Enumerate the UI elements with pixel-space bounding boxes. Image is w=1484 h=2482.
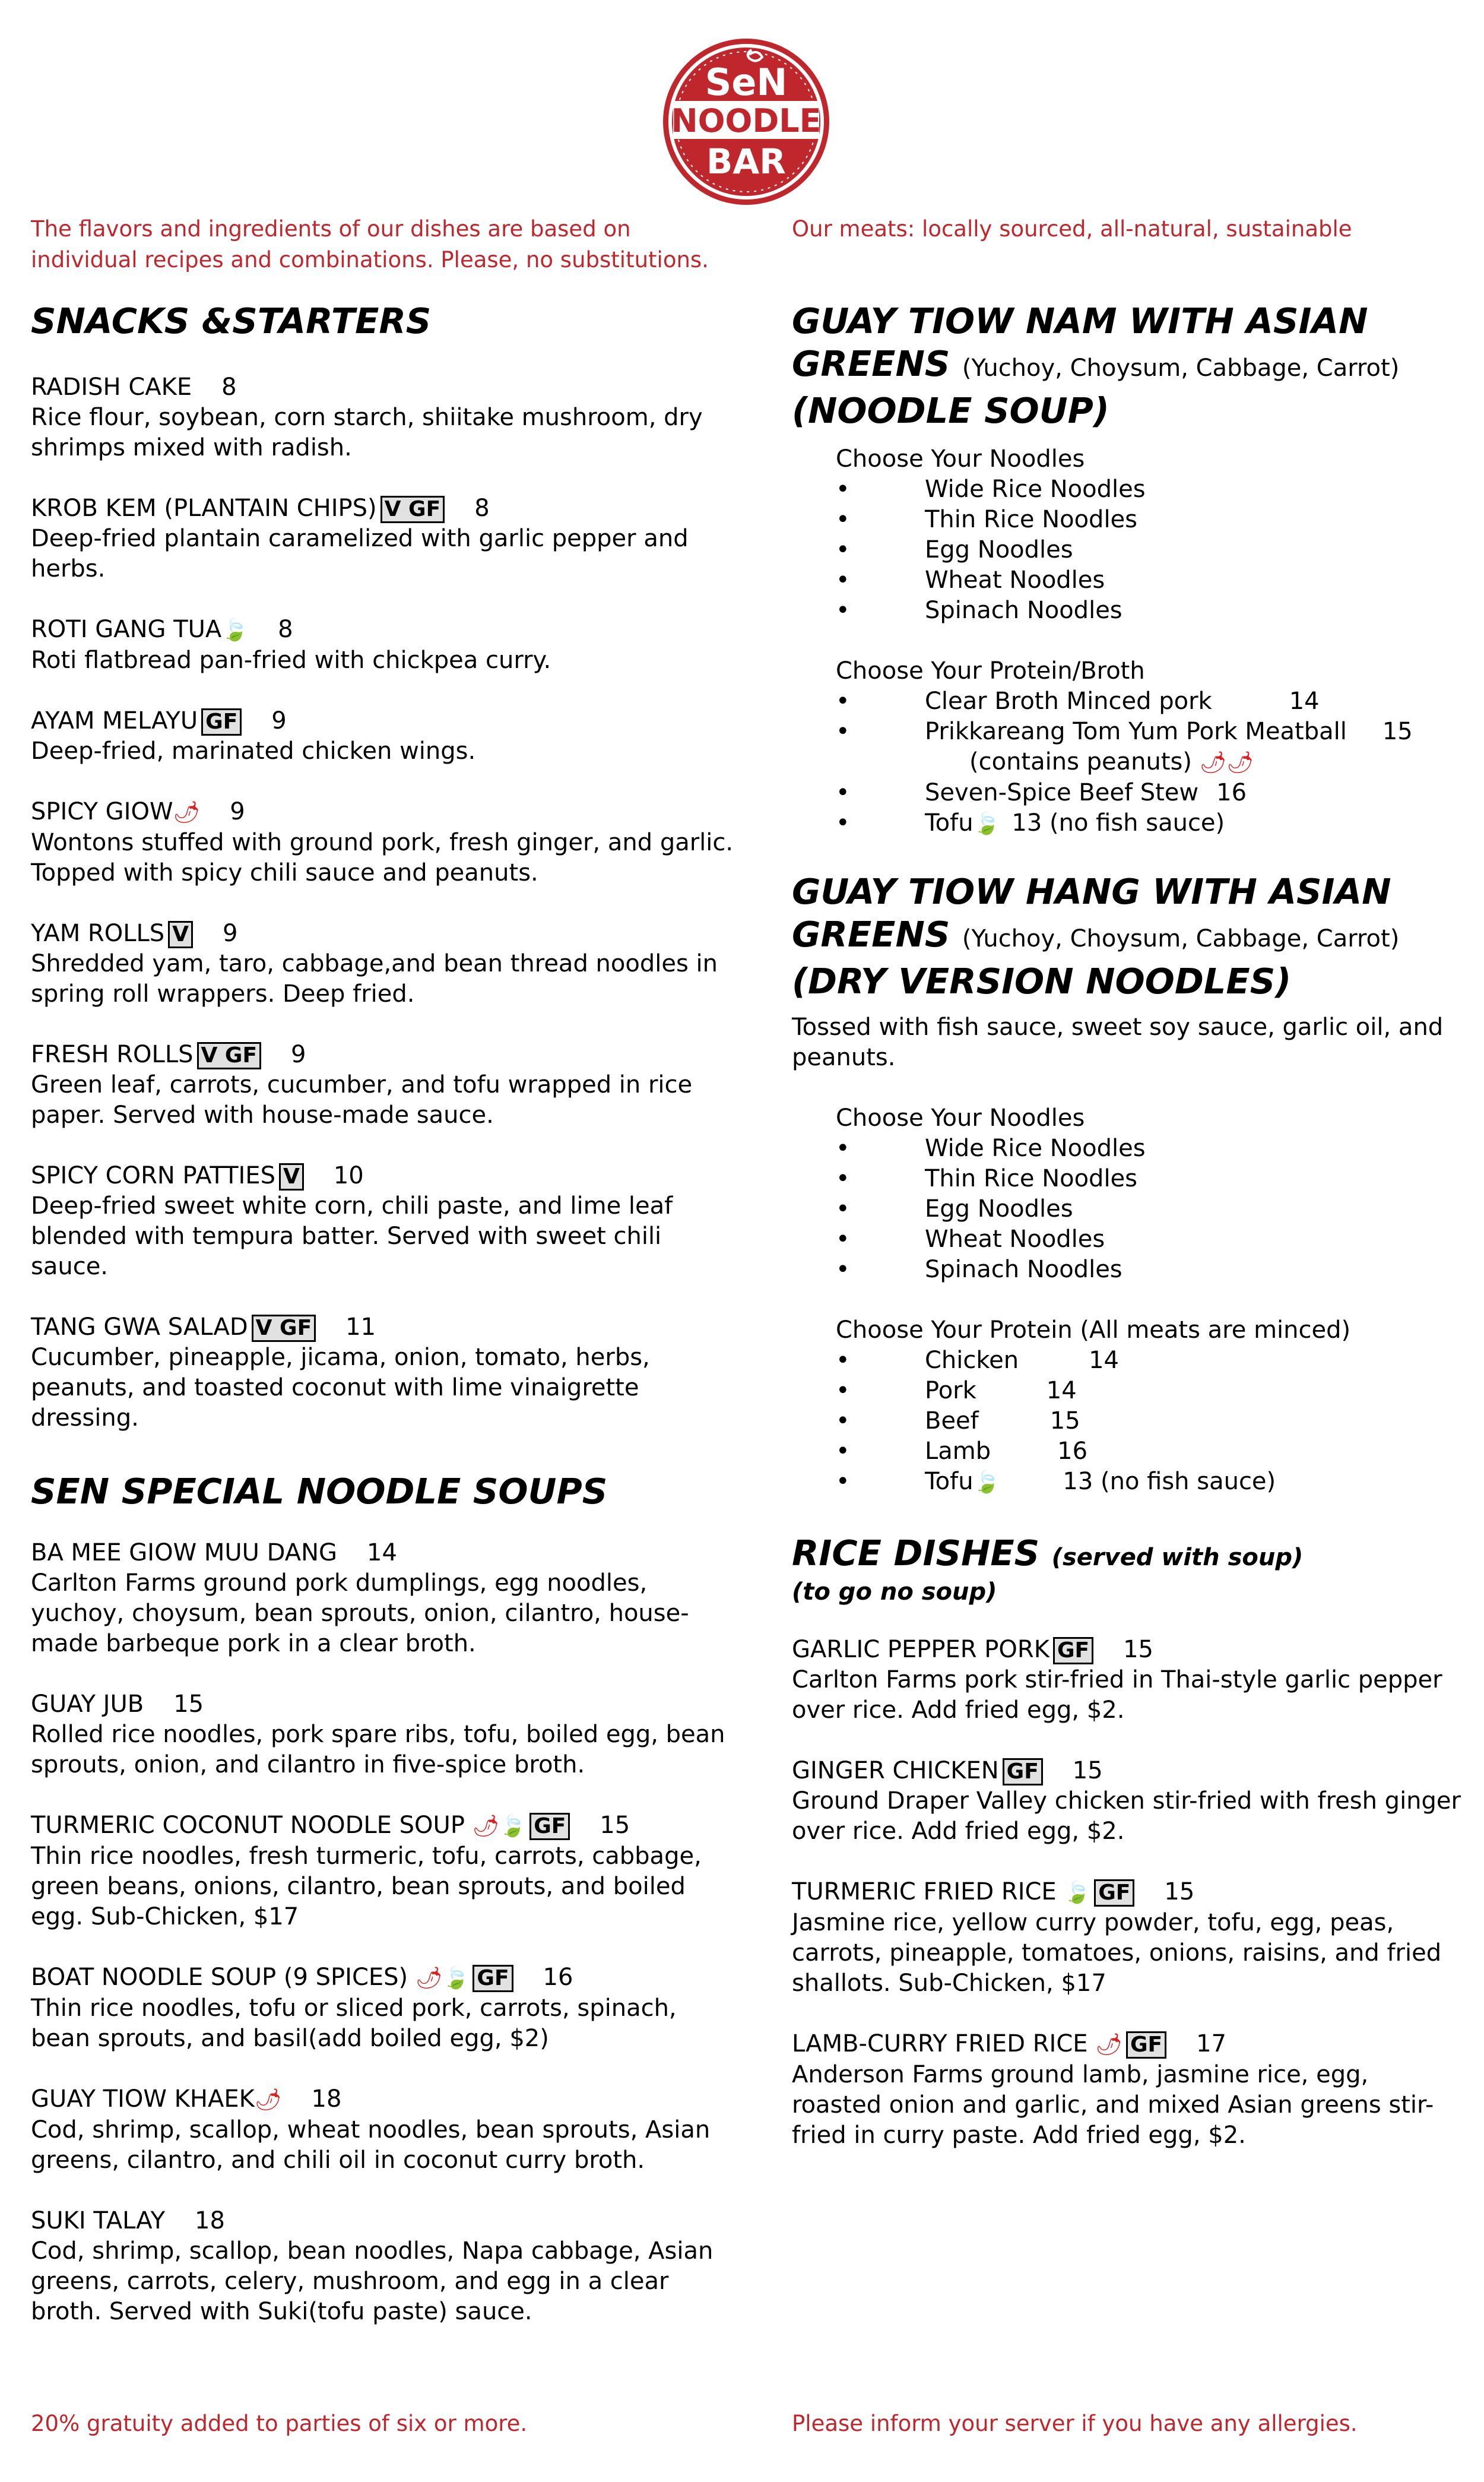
item-description: Cucumber, pineapple, jicama, onion, tomato, herbs, peanuts, and toasted coconut with lime vinaigrette dressing. bbox=[31, 1344, 650, 1432]
item-price: 15 bbox=[1072, 1757, 1103, 1784]
protein-name: Chicken bbox=[925, 1347, 1019, 1374]
menu-item bbox=[31, 493, 743, 584]
protein-name: Beef bbox=[925, 1407, 979, 1435]
item-name: LAMB-CURRY FRIED RICE bbox=[792, 2030, 1088, 2057]
menu-item bbox=[31, 2206, 743, 2327]
item-description: Green leaf, carrots, cucumber, and tofu wrapped in rice paper. Served with house-made sauce. bbox=[31, 1071, 693, 1129]
list-item: • Wheat Noodles bbox=[836, 565, 1463, 596]
noodle-list bbox=[836, 474, 1463, 626]
item-price: 14 bbox=[367, 1539, 397, 1566]
list-item: • Wide Rice Noodles bbox=[836, 474, 1463, 505]
item-description: Carlton Farms pork stir-fried in Thai-style garlic pepper over rice. Add fried egg, $2. bbox=[792, 1666, 1442, 1724]
item-name: GUAY JUB bbox=[31, 1690, 144, 1718]
menu-item bbox=[31, 1689, 743, 1780]
protein-name: Lamb bbox=[925, 1438, 991, 1465]
chili-pepper-icon: 🌶 bbox=[415, 1966, 443, 1990]
menu-item bbox=[31, 1040, 743, 1131]
nam-subtitle: (NOODLE SOUP) bbox=[792, 390, 1109, 431]
item-description: Ground Draper Valley chicken stir-fried with fresh ginger over rice. Add fried egg, $2. bbox=[792, 1787, 1461, 1845]
item-description: Thin rice noodles, fresh turmeric, tofu, carrots, cabbage, green beans, onions, cilantro, bean sprouts, and boiled egg. Sub-Chicken, $17 bbox=[31, 1842, 702, 1930]
leaf-icon: 🍃 bbox=[973, 1470, 1000, 1495]
dietary-tag: GF bbox=[529, 1813, 570, 1840]
dietary-tag: V GF bbox=[252, 1315, 316, 1342]
list-item bbox=[836, 717, 1463, 778]
item-description: Anderson Farms ground lamb, jasmine rice, egg, roasted onion and garlic, and mixed Asian greens stir-fried in curry paste. Add fried egg, $2. bbox=[792, 2061, 1434, 2149]
dietary-tag: V GF bbox=[197, 1042, 262, 1069]
menu-item bbox=[31, 615, 743, 676]
hang-section-title bbox=[792, 870, 1463, 1003]
protein-list bbox=[836, 1346, 1463, 1498]
sen-noodle-bar-logo bbox=[660, 36, 832, 208]
rice-title: RICE DISHES bbox=[792, 1533, 1040, 1574]
protein-price: 14 bbox=[1089, 1347, 1119, 1374]
leaf-icon: 🍃 bbox=[499, 1814, 527, 1838]
leaf-icon: 🍃 bbox=[442, 1966, 470, 1990]
dietary-tag: GF bbox=[1126, 2031, 1166, 2059]
item-price: 16 bbox=[543, 1964, 573, 1991]
svg-text:BAR: BAR bbox=[706, 141, 786, 182]
hang-intro: Tossed with fish sauce, sweet soy sauce, garlic oil, and peanuts. bbox=[792, 1014, 1444, 1071]
item-price: 11 bbox=[345, 1313, 376, 1341]
protein-name: Tofu bbox=[925, 809, 974, 837]
menu-item bbox=[31, 372, 743, 463]
menu-item bbox=[31, 706, 743, 767]
svg-text:NOODLE: NOODLE bbox=[671, 102, 822, 140]
list-item bbox=[836, 686, 1463, 717]
leaf-icon: 🍃 bbox=[221, 618, 249, 642]
item-description: Rolled rice noodles, pork spare ribs, tofu, boiled egg, bean sprouts, onion, and cilantro in five-spice broth. bbox=[31, 1721, 725, 1778]
protein-price: 14 bbox=[1289, 688, 1320, 715]
list-item bbox=[836, 1436, 1463, 1467]
protein-list bbox=[836, 686, 1463, 839]
protein-price: 13 (no fish sauce) bbox=[1011, 809, 1225, 837]
snacks-section-title: SNACKS &STARTERS bbox=[31, 300, 432, 341]
item-description: Jasmine rice, yellow curry powder, tofu, egg, peas, carrots, pineapple, tomatoes, onions, raisins, and fried shallots. Sub-Chicken, $17 bbox=[792, 1909, 1442, 1997]
protein-price: 16 bbox=[1216, 779, 1247, 806]
item-price: 9 bbox=[230, 798, 245, 825]
noodles-label: Choose Your Noodles bbox=[836, 445, 1085, 473]
rice-section-title bbox=[792, 1532, 1463, 1579]
chili-pepper-icon: 🌶 bbox=[472, 1814, 500, 1838]
menu-item bbox=[792, 1756, 1463, 1847]
dietary-tag: GF bbox=[473, 1965, 513, 1992]
item-name: SUKI TALAY bbox=[31, 2207, 165, 2234]
item-price: 8 bbox=[221, 373, 237, 401]
item-description: Deep-fried, marinated chicken wings. bbox=[31, 737, 476, 765]
protein-price: 16 bbox=[1057, 1438, 1088, 1465]
allergy-note: Please inform your server if you have any allergies. bbox=[792, 2411, 1358, 2436]
item-price: 15 bbox=[1164, 1878, 1195, 1905]
menu-item bbox=[792, 1877, 1463, 1999]
list-item: • Wide Rice Noodles bbox=[836, 1134, 1463, 1164]
item-price: 17 bbox=[1196, 2030, 1226, 2057]
dietary-tag: GF bbox=[201, 708, 242, 736]
list-item bbox=[836, 778, 1463, 808]
menu-item bbox=[31, 1962, 743, 2054]
noodles-label: Choose Your Noodles bbox=[836, 1104, 1085, 1132]
list-item bbox=[836, 1346, 1463, 1376]
item-price: 15 bbox=[600, 1812, 630, 1839]
list-item bbox=[836, 1376, 1463, 1406]
list-item: • Thin Rice Noodles bbox=[836, 505, 1463, 535]
protein-label: Choose Your Protein (All meats are minced) bbox=[836, 1316, 1351, 1344]
dietary-tag: V GF bbox=[380, 496, 445, 523]
hang-title: GUAY TIOW HANG WITH ASIAN GREENS bbox=[792, 871, 1391, 955]
special-soups-section-title: SEN SPECIAL NOODLE SOUPS bbox=[31, 1471, 608, 1512]
list-item: • Egg Noodles bbox=[836, 535, 1463, 565]
item-name: YAM ROLLS bbox=[31, 920, 165, 947]
item-name: BA MEE GIOW MUU DANG bbox=[31, 1539, 337, 1566]
chili-pepper-icon: 🌶 bbox=[254, 2088, 282, 2112]
item-price: 10 bbox=[333, 1162, 364, 1189]
dietary-tag: GF bbox=[1053, 1637, 1093, 1664]
item-description: Rice flour, soybean, corn starch, shiitake mushroom, dry shrimps mixed with radish. bbox=[31, 404, 703, 461]
menu-item bbox=[792, 2029, 1463, 2151]
leaf-icon: 🍃 bbox=[973, 812, 1000, 836]
protein-name: Clear Broth Minced pork bbox=[925, 688, 1212, 715]
item-description: Deep-fried sweet white corn, chili paste, and lime leaf blended with tempura batter. Served with sweet chili sauce. bbox=[31, 1192, 673, 1280]
hang-greens: (Yuchoy, Choysum, Cabbage, Carrot) bbox=[962, 925, 1400, 952]
item-name: GARLIC PEPPER PORK bbox=[792, 1636, 1049, 1663]
item-price: 18 bbox=[311, 2085, 342, 2113]
svg-text:SeN: SeN bbox=[705, 61, 788, 104]
item-name: TURMERIC FRIED RICE bbox=[792, 1878, 1057, 1905]
item-description: Cod, shrimp, scallop, wheat noodles, bean sprouts, Asian greens, cilantro, and chili oil in coconut curry broth. bbox=[31, 2116, 711, 2174]
item-name: FRESH ROLLS bbox=[31, 1041, 194, 1068]
menu-item bbox=[31, 2084, 743, 2176]
dietary-tag: V bbox=[279, 1163, 304, 1191]
list-item: • Spinach Noodles bbox=[836, 596, 1463, 626]
list-item: • Egg Noodles bbox=[836, 1194, 1463, 1224]
menu-item bbox=[31, 1810, 743, 1932]
list-item bbox=[836, 808, 1463, 839]
item-description: Wontons stuffed with ground pork, fresh ginger, and garlic. Topped with spicy chili sauce and peanuts. bbox=[31, 829, 734, 887]
chili-pepper-icon: 🌶 bbox=[173, 800, 201, 825]
nam-options bbox=[836, 444, 1463, 839]
menu-item bbox=[792, 1635, 1463, 1726]
item-name: RADISH CAKE bbox=[31, 373, 192, 401]
nam-title: GUAY TIOW NAM WITH ASIAN GREENS bbox=[792, 300, 1368, 384]
item-name: TANG GWA SALAD bbox=[31, 1313, 248, 1341]
protein-price: 15 bbox=[1382, 718, 1413, 745]
item-name: GUAY TIOW KHAEK bbox=[31, 2085, 255, 2113]
protein-note: (contains peanuts) bbox=[969, 748, 1192, 775]
item-price: 18 bbox=[195, 2207, 225, 2234]
item-description: Cod, shrimp, scallop, bean noodles, Napa cabbage, Asian greens, carrots, celery, mushroom, and egg in a clear broth. Served with Suki(tofu paste) sauce. bbox=[31, 2237, 714, 2325]
protein-name: Seven-Spice Beef Stew bbox=[925, 779, 1199, 806]
item-price: 9 bbox=[291, 1041, 306, 1068]
menu-item bbox=[31, 919, 743, 1009]
protein-name: Tofu bbox=[925, 1468, 974, 1495]
menu-item bbox=[31, 1538, 743, 1659]
protein-label: Choose Your Protein/Broth bbox=[836, 657, 1145, 685]
item-name: KROB KEM (PLANTAIN CHIPS) bbox=[31, 495, 377, 522]
nam-greens: (Yuchoy, Choysum, Cabbage, Carrot) bbox=[962, 354, 1400, 382]
item-name: TURMERIC COCONUT NOODLE SOUP bbox=[31, 1812, 465, 1839]
gratuity-note: 20% gratuity added to parties of six or more. bbox=[31, 2411, 528, 2436]
item-description: Deep-fried plantain caramelized with garlic pepper and herbs. bbox=[31, 525, 689, 582]
rice-subtitle: (served with soup) bbox=[1051, 1544, 1304, 1571]
protein-name: Pork bbox=[925, 1377, 976, 1404]
list-item bbox=[836, 1467, 1463, 1498]
item-name: ROTI GANG TUA bbox=[31, 616, 222, 643]
list-item: • Spinach Noodles bbox=[836, 1255, 1463, 1285]
item-name: AYAM MELAYU bbox=[31, 707, 198, 735]
item-name: BOAT NOODLE SOUP (9 SPICES) bbox=[31, 1964, 408, 1991]
dietary-tag: GF bbox=[1094, 1879, 1134, 1907]
substitution-note: The flavors and ingredients of our dishes are based on individual recipes and combinations. Please, no substitutions. bbox=[31, 216, 709, 273]
meats-note: Our meats: locally sourced, all-natural, sustainable bbox=[792, 216, 1352, 242]
item-price: 9 bbox=[271, 707, 287, 735]
item-price: 15 bbox=[1123, 1636, 1153, 1663]
item-description: Thin rice noodles, tofu or sliced pork, carrots, spinach, bean sprouts, and basil(add boiled egg, $2) bbox=[31, 1995, 677, 2052]
protein-name: Prikkareang Tom Yum Pork Meatball bbox=[925, 718, 1347, 745]
nam-section-title bbox=[792, 300, 1463, 432]
item-price: 8 bbox=[278, 616, 293, 643]
item-price: 15 bbox=[173, 1690, 204, 1718]
protein-price: 15 bbox=[1049, 1407, 1080, 1435]
right-column bbox=[792, 300, 1463, 2151]
hang-subtitle: (DRY VERSION NOODLES) bbox=[792, 961, 1292, 1002]
menu-item bbox=[31, 1161, 743, 1282]
item-price: 8 bbox=[474, 495, 490, 522]
list-item bbox=[836, 1406, 1463, 1436]
protein-price: 13 (no fish sauce) bbox=[1063, 1468, 1276, 1495]
list-item: • Thin Rice Noodles bbox=[836, 1164, 1463, 1194]
item-name: SPICY CORN PATTIES bbox=[31, 1162, 275, 1189]
dietary-tag: GF bbox=[1003, 1758, 1043, 1785]
menu-item bbox=[31, 797, 743, 888]
rice-subtitle-2: (to go no soup) bbox=[792, 1578, 997, 1606]
item-description: Shredded yam, taro, cabbage,and bean thread noodles in spring roll wrappers. Deep fried. bbox=[31, 950, 718, 1008]
noodle-list bbox=[836, 1134, 1463, 1285]
chili-pepper-icon: 🌶🌶 bbox=[1199, 751, 1254, 775]
item-description: Roti flatbread pan-fried with chickpea curry. bbox=[31, 647, 551, 674]
item-price: 9 bbox=[223, 920, 238, 947]
left-column bbox=[31, 300, 743, 2327]
menu-item bbox=[31, 1312, 743, 1433]
chili-pepper-icon: 🌶 bbox=[1095, 2033, 1122, 2057]
item-name: GINGER CHICKEN bbox=[792, 1757, 999, 1784]
leaf-icon: 🍃 bbox=[1064, 1881, 1091, 1905]
item-description: Carlton Farms ground pork dumplings, egg noodles, yuchoy, choysum, bean sprouts, onion, cilantro, house-made barbeque pork in a clear broth. bbox=[31, 1569, 689, 1657]
hang-options bbox=[836, 1103, 1463, 1498]
protein-price: 14 bbox=[1046, 1377, 1077, 1404]
item-name: SPICY GIOW bbox=[31, 798, 173, 825]
dietary-tag: V bbox=[168, 921, 193, 948]
list-item: • Wheat Noodles bbox=[836, 1224, 1463, 1255]
